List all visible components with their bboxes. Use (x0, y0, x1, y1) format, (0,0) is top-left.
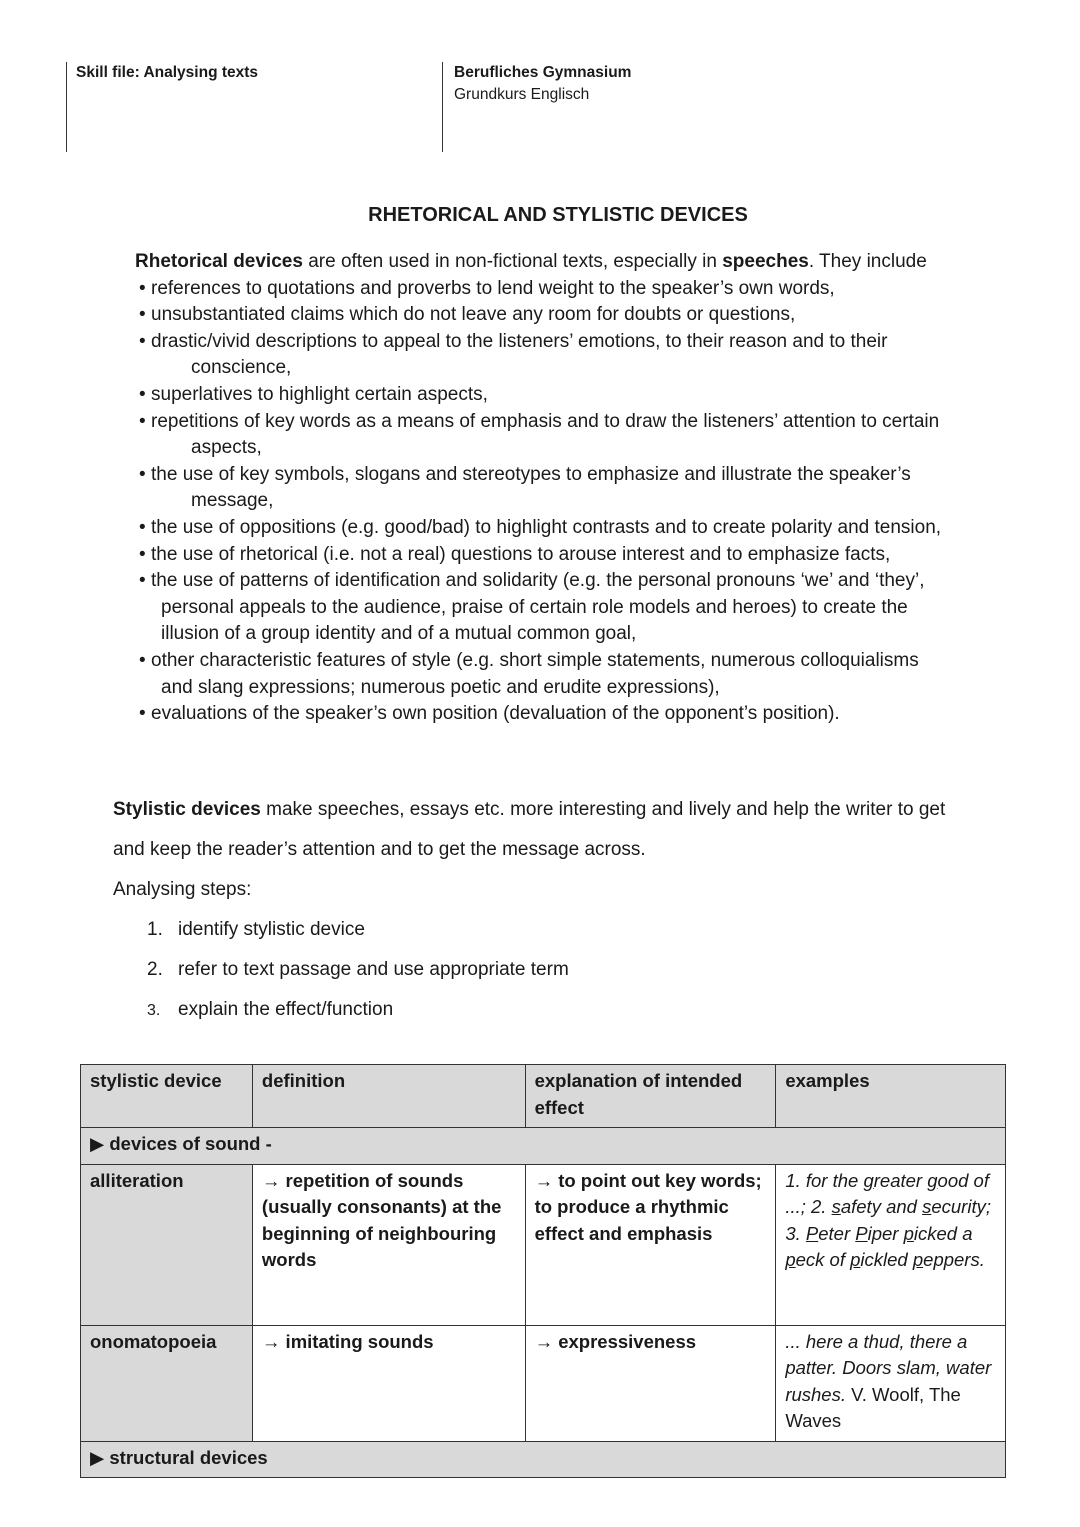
alliterated-letter: s (922, 1196, 932, 1217)
example-text: 1. for the (785, 1169, 864, 1191)
rhetorical-item-text: the use of rhetorical (i.e. not a real) questions to arouse interest and to emphasize facts, (151, 543, 891, 565)
device-effect: → to point out key words; to produce a rhythmic effect and emphasis (525, 1164, 776, 1325)
step-number: 2. (147, 959, 163, 980)
step-item (147, 910, 1013, 950)
table-row-alliteration (81, 1164, 1006, 1325)
step-number: 1. (147, 919, 163, 940)
example-text: ood of ...; 2. (785, 1169, 989, 1217)
step-number: 3. (147, 1002, 161, 1019)
course-name: Grundkurs Englisch (454, 86, 590, 103)
page-title: RHETORICAL AND STYLISTIC DEVICES (368, 204, 748, 226)
analysing-steps (113, 910, 1013, 1031)
header-explanation: explanation of intended effect (525, 1065, 776, 1128)
device-name: onomatopoeia (81, 1325, 253, 1441)
step-text: identify stylistic device (178, 919, 365, 940)
intro-text: are often used in non-fictional texts, especially in (302, 251, 723, 272)
rhetorical-item (135, 302, 1015, 329)
table-row-onomatopoeia (81, 1325, 1006, 1441)
example-text: ecurity; 3. (785, 1196, 991, 1244)
rhetorical-item (135, 409, 1015, 462)
section-filler (525, 1128, 1005, 1165)
stylistic-devices-section (113, 790, 1013, 1031)
rhetorical-item-text: personal appeals to the audience, praise of certain role models and heroes) to create the (161, 596, 908, 618)
rhetorical-item-text: unsubstantiated claims which do not leave any room for doubts or questions, (151, 304, 796, 326)
example-text: ickled (860, 1249, 913, 1270)
rhetorical-item-text: the use of oppositions (e.g. good/bad) to highlight contrasts and to create polarity and tension, (151, 516, 942, 538)
rhetorical-item (135, 515, 1015, 542)
device-name: alliteration (81, 1164, 253, 1325)
rhetorical-item-text: repetitions of key words as a means of emphasis and to draw the listeners’ attention to certain (151, 410, 940, 432)
alliterated-letter: p (850, 1249, 861, 1270)
stylistic-term: Stylistic devices (113, 799, 261, 820)
rhetorical-item-text: other characteristic features of style (e.g. short simple statements, numerous colloquialisms (151, 649, 919, 671)
rhetorical-item-text: the use of key symbols, slogans and stereotypes to emphasize and illustrate the speaker’s (151, 463, 911, 485)
rhetorical-item-text: evaluations of the speaker’s own position (devaluation of the opponent’s position). (151, 703, 840, 725)
example-source: V. Woolf, The Waves (785, 1383, 961, 1431)
step-item (147, 950, 1013, 990)
skill-file-title: Skill file: Analysing texts (76, 64, 259, 81)
bullet: • (139, 649, 146, 671)
alliterated-letter: p (903, 1222, 914, 1244)
stylistic-intro-line1 (113, 790, 1013, 830)
example-text: reater (873, 1169, 928, 1191)
rhetorical-item-text: superlatives to highlight certain aspects, (151, 383, 488, 405)
step-text: explain the effect/function (178, 999, 394, 1020)
stylistic-devices-table (80, 1064, 1006, 1478)
bullet: • (139, 383, 146, 405)
header-right-cell (442, 62, 842, 152)
example-text: eppers. (923, 1249, 985, 1270)
rhetorical-item-text: and slang expressions; numerous poetic and erudite expressions), (161, 676, 720, 698)
rhetorical-item (135, 382, 1015, 409)
header-examples: examples (776, 1065, 1006, 1128)
rhetorical-devices-section (135, 249, 1015, 728)
rhetorical-item (135, 701, 1015, 728)
example-text: icked a (913, 1222, 973, 1244)
rhetorical-item (135, 648, 1015, 701)
rhetorical-list (135, 276, 1015, 728)
alliterated-letter: P (855, 1222, 868, 1244)
header-stylistic-device: stylistic device (81, 1065, 253, 1128)
alliterated-letter: P (805, 1222, 819, 1244)
device-example (776, 1325, 1006, 1441)
alliterated-letter: s (831, 1196, 841, 1217)
alliterated-letter: g (863, 1169, 874, 1191)
rhetorical-item (135, 568, 1015, 648)
device-definition: → repetition of sounds (usually consonants) at the beginning of neighbouring words (252, 1164, 525, 1325)
document-header (66, 62, 1016, 152)
alliterated-letter: p (912, 1249, 924, 1270)
device-example (776, 1164, 1006, 1325)
rhetorical-item-text: references to quotations and proverbs to lend weight to the speaker’s own words, (151, 277, 835, 299)
bullet: • (139, 304, 146, 326)
steps-label: Analysing steps: (113, 879, 252, 900)
speeches-term: speeches (722, 251, 809, 272)
rhetorical-item-text: drastic/vivid descriptions to appeal to the listeners’ emotions, to their reason and to their (151, 330, 888, 352)
bullet: • (139, 516, 146, 538)
example-text: eter (818, 1222, 856, 1244)
section-row-structural (81, 1441, 1006, 1478)
rhetorical-item (135, 276, 1015, 303)
rhetorical-item (135, 462, 1015, 515)
bullet: • (139, 703, 146, 725)
bullet: • (139, 330, 146, 352)
section-structural-devices: ▶ structural devices (81, 1441, 1006, 1478)
table-header-row (81, 1065, 1006, 1128)
rhetorical-item-text: message, (191, 490, 274, 512)
rhetorical-item-text: the use of patterns of identification and solidarity (e.g. the personal pronouns ‘we’ and ‘they’, (151, 570, 925, 592)
rhetorical-item-text: illusion of a group identity and of a mutual common goal, (161, 623, 637, 645)
rhetorical-term: Rhetorical devices (135, 251, 303, 272)
rhetorical-intro (135, 249, 1015, 276)
example-text: iper (867, 1222, 904, 1244)
bullet: • (139, 277, 146, 299)
header-definition: definition (252, 1065, 525, 1128)
example-quote: ... here a thud, there a patter. Doors slam, water rushes. (785, 1330, 992, 1405)
rhetorical-item (135, 329, 1015, 382)
intro-text-end: . They include (808, 251, 927, 272)
bullet: • (139, 570, 146, 592)
school-name: Berufliches Gymnasium (454, 64, 632, 81)
bullet: • (139, 543, 146, 565)
example-text: afety and (840, 1196, 923, 1217)
bullet: • (139, 463, 146, 485)
rhetorical-item-text: aspects, (191, 437, 262, 459)
rhetorical-item-text: conscience, (191, 357, 292, 379)
intro-text: make speeches, essays etc. more interesting and lively and help the writer to get (260, 799, 946, 820)
device-definition: → imitating sounds (252, 1325, 525, 1441)
rhetorical-item (135, 542, 1015, 569)
section-row-sound (81, 1128, 1006, 1165)
device-effect: → expressiveness (525, 1325, 776, 1441)
example-text: eck of (795, 1249, 851, 1270)
alliterated-letter: p (785, 1249, 796, 1270)
header-left-cell (66, 62, 444, 152)
step-text: refer to text passage and use appropriate term (178, 959, 569, 980)
bullet: • (139, 410, 146, 432)
alliterated-letter: g (927, 1169, 938, 1191)
section-devices-of-sound: ▶ devices of sound - (81, 1128, 526, 1165)
stylistic-intro-line2: and keep the reader’s attention and to get the message across. (113, 839, 646, 860)
step-item (147, 990, 1013, 1031)
